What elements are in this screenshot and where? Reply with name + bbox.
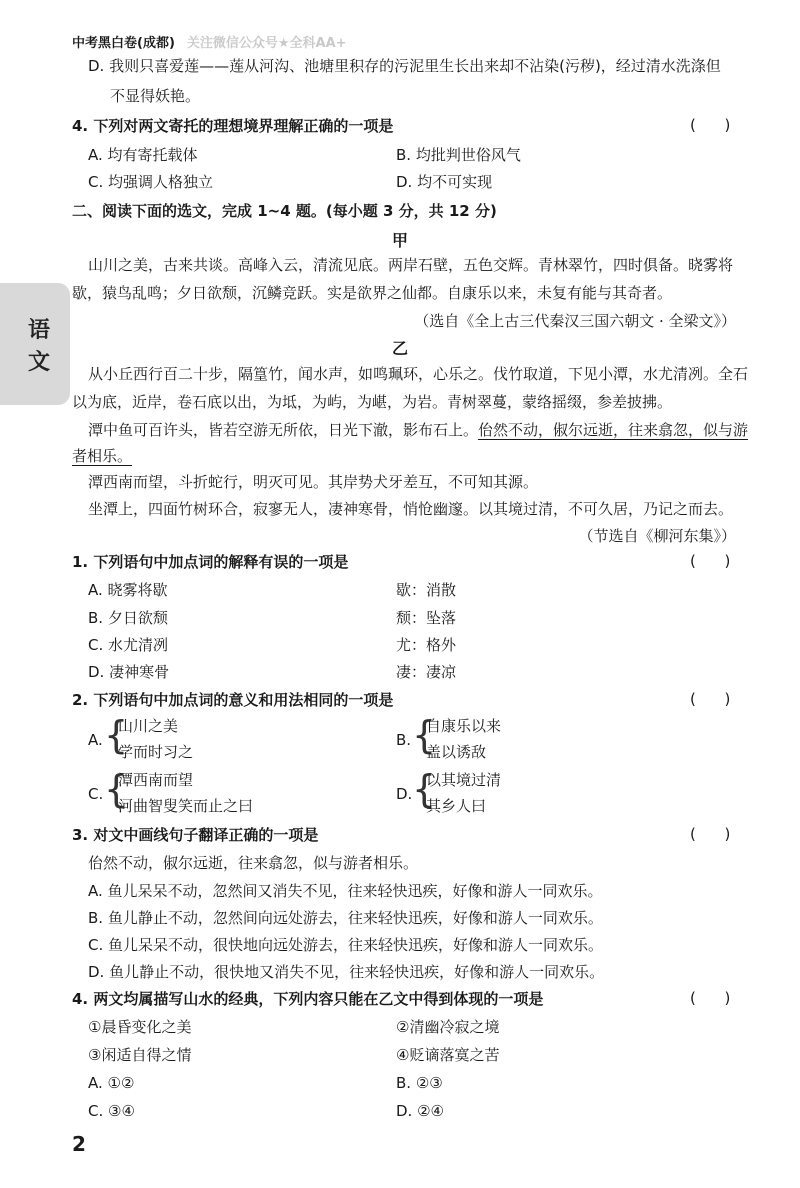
q3-option-c[interactable]: C. 鱼儿呆呆不动，很快地向远处游去，往来轻快迅疾，好像和游人一同欢乐。 (88, 936, 604, 954)
q4-item-3: ③闲适自得之情 (88, 1046, 192, 1064)
page-number: 2 (72, 1132, 86, 1156)
prev-q4-option-c[interactable]: C. 均强调人格独立 (88, 173, 214, 191)
section2-title: 二、阅读下面的选文，完成 1~4 题。(每小题 3 分，共 12 分) (72, 202, 497, 220)
underlined-sentence-part1: 佁然不动，俶尔远逝，往来翕忽，似与游 (478, 421, 749, 439)
q2-option-c-label[interactable]: C. (88, 785, 104, 803)
prev-q4-paren[interactable]: ( ) (690, 116, 731, 134)
q4-option-c[interactable]: C. ③④ (88, 1102, 135, 1120)
q1-paren[interactable]: ( ) (690, 552, 731, 570)
q1-option-c[interactable]: C. 水尤清冽 (88, 636, 169, 654)
prev-q4-option-b[interactable]: B. 均批判世俗风气 (396, 146, 521, 164)
q1-option-d-answer: 凄：凄凉 (396, 663, 457, 681)
q2-option-c-line1: 潭西南而望 (118, 771, 194, 789)
brace-icon: { (104, 713, 129, 757)
passage-yi-p2-line1 (88, 420, 748, 440)
q3-paren[interactable]: ( ) (690, 825, 731, 843)
q3-option-b[interactable]: B. 鱼儿静止不动，忽然间向远处游去，往来轻快迅疾，好像和游人一同欢乐。 (88, 909, 603, 927)
q2-option-b-line2: 盖以诱敌 (426, 743, 487, 761)
passage-yi-p1-line1: 从小丘西行百二十步，隔篁竹，闻水声，如鸣珮环，心乐之。伐竹取道，下见小潭，水尤清冽。全石 (88, 365, 749, 383)
passage-yi-p1-line2: 以为底，近岸，卷石底以出，为坻，为屿，为嵁，为岩。青树翠蔓，蒙络摇缀，参差披拂。 (72, 393, 673, 411)
q4-item-4: ④贬谪落寞之苦 (396, 1046, 500, 1064)
q3-quote: 佁然不动，俶尔远逝，往来翕忽，似与游者相乐。 (88, 854, 419, 872)
subject-tab-char1: 语 (28, 317, 51, 343)
q4-item-2: ②清幽冷寂之境 (396, 1018, 500, 1036)
passage-jia-source: （选自《全上古三代秦汉三国六朝文 · 全梁文》） (414, 312, 736, 330)
subject-tab-char2: 文 (28, 349, 51, 375)
brace-icon: { (412, 767, 437, 811)
page-header (72, 32, 347, 51)
prev-q4-option-a[interactable]: A. 均有寄托载体 (88, 146, 198, 164)
q4-option-d[interactable]: D. ②④ (396, 1102, 444, 1120)
header-title: 中考黑白卷(成都) (72, 36, 175, 51)
passage-yi-p2-plain: 潭中鱼可百许头，皆若空游无所依，日光下澈，影布石上。 (88, 421, 479, 439)
q2-option-a-line1: 山川之美 (118, 717, 179, 735)
underlined-sentence-part2: 者相乐。 (72, 447, 133, 465)
q1-option-d[interactable]: D. 凄神寒骨 (88, 663, 170, 681)
q2-option-a-line2: 学而时习之 (118, 743, 194, 761)
passage-yi-p4: 坐潭上，四面竹树环合，寂寥无人，凄神寒骨，悄怆幽邃。以其境过清，不可久居，乃记之而去。 (88, 500, 734, 518)
q3-option-a[interactable]: A. 鱼儿呆呆不动，忽然间又消失不见，往来轻快迅疾，好像和游人一同欢乐。 (88, 882, 603, 900)
q2-text: 2. 下列语句中加点词的意义和用法相同的一项是 (72, 691, 394, 709)
brace-icon: { (104, 767, 129, 811)
q2-option-d-line2: 其乡人曰 (426, 797, 487, 815)
prev-q4-text: 4. 下列对两文寄托的理想境界理解正确的一项是 (72, 117, 394, 135)
prev-q4-option-d[interactable]: D. 均不可实现 (396, 173, 493, 191)
passage-yi-p2-line2 (72, 446, 132, 466)
passage-jia-line2: 歇，猿鸟乱鸣；夕日欲颓，沉鳞竞跃。实是欲界之仙都。自康乐以来，未复有能与其奇者。 (72, 284, 673, 302)
q1-option-c-answer: 尤：格外 (396, 636, 457, 654)
q4-item-1: ①晨昏变化之美 (88, 1018, 192, 1036)
passage-yi-p3: 潭西南而望，斗折蛇行，明灭可见。其岸势犬牙差互，不可知其源。 (88, 473, 539, 491)
q1-option-a[interactable]: A. 晓雾将歇 (88, 581, 168, 599)
q2-option-b-label[interactable]: B. (396, 731, 412, 749)
q2-option-a-label[interactable]: A. (88, 731, 103, 749)
q1-option-a-answer: 歇：消散 (396, 581, 457, 599)
passage-jia-line1: 山川之美，古来共谈。高峰入云，清流见底。两岸石壁，五色交辉。青林翠竹，四时俱备。晓雾将 (88, 256, 734, 274)
q4-paren[interactable]: ( ) (690, 989, 731, 1007)
q4-option-b[interactable]: B. ②③ (396, 1074, 443, 1092)
prev-option-d-line2: 不显得妖艳。 (110, 87, 201, 105)
q2-option-c-line2: 河曲智叟笑而止之曰 (118, 797, 254, 815)
brace-icon: { (412, 713, 437, 757)
passage-yi-source: （节选自《柳河东集》） (578, 527, 736, 545)
q4-option-a[interactable]: A. ①② (88, 1074, 135, 1092)
q3-text: 3. 对文中画线句子翻译正确的一项是 (72, 826, 319, 844)
q3-option-d[interactable]: D. 鱼儿静止不动，很快地又消失不见，往来轻快迅疾，好像和游人一同欢乐。 (88, 963, 605, 981)
passage-jia-label: 甲 (391, 231, 408, 250)
q2-option-b-line1: 自康乐以来 (426, 717, 502, 735)
passage-yi-label: 乙 (391, 339, 408, 358)
q1-text: 1. 下列语句中加点词的解释有误的一项是 (72, 553, 349, 571)
watermark: 关注微信公众号★全科AA+ (186, 36, 347, 51)
q2-paren[interactable]: ( ) (690, 690, 731, 708)
q1-option-b-answer: 颓：坠落 (396, 609, 457, 627)
prev-option-d-line1: D. 我则只喜爱莲——莲从河沟、池塘里积存的污泥里生长出来却不沾染(污秽)，经过清水洗涤但 (88, 57, 721, 75)
q2-option-d-label[interactable]: D. (396, 785, 413, 803)
q1-option-b[interactable]: B. 夕日欲颓 (88, 609, 168, 627)
q4-text: 4. 两文均属描写山水的经典，下列内容只能在乙文中得到体现的一项是 (72, 990, 544, 1008)
q2-option-d-line1: 以其境过清 (426, 771, 502, 789)
